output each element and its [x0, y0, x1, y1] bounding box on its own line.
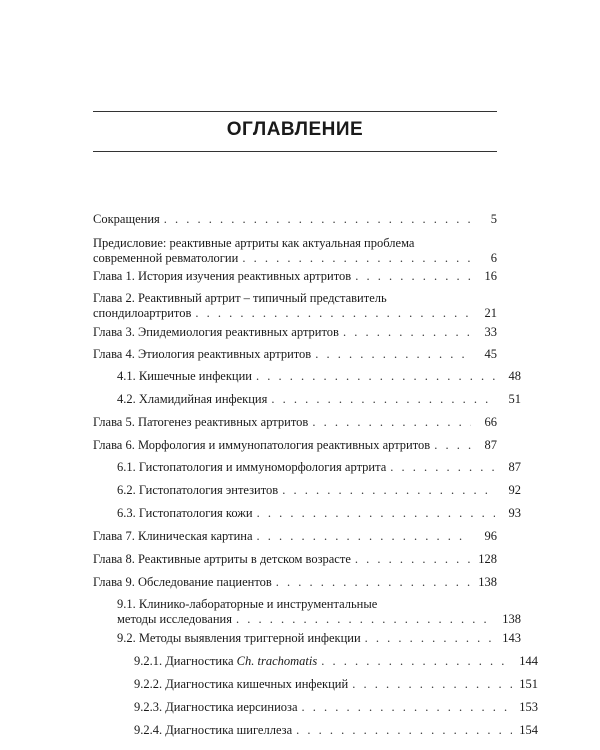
page-number: 151 — [519, 677, 538, 691]
page-number: 6 — [490, 251, 497, 265]
toc-entry-preface[interactable]: Предисловие: реактивные артриты как актуальная проблема современной ревматологии . . . 6 — [93, 236, 497, 266]
page-number: 33 — [484, 325, 497, 339]
page-number: 48 — [508, 369, 521, 383]
page-number: 138 — [502, 612, 521, 626]
toc-entry-6-2[interactable]: 6.2. Гистопатология энтезитов . . . 92 — [93, 483, 521, 498]
page-number: 87 — [508, 460, 521, 474]
page-number: 16 — [484, 269, 497, 283]
toc-entry-9-2-3[interactable]: 9.2.3. Диагностика иерсиниоза . . . 153 — [93, 700, 538, 715]
toc-entry-chapter-1[interactable]: Глава 1. История изучения реактивных артритов . . . 16 — [93, 269, 497, 284]
toc-entry-9-1[interactable]: 9.1. Клинико-лабораторные и инструментальные методы исследования . . . 138 — [93, 597, 521, 627]
top-rule — [93, 111, 497, 112]
page-number: 5 — [490, 212, 497, 226]
page-title: ОГЛАВЛЕНИЕ — [226, 119, 364, 140]
toc-entry-9-2[interactable]: 9.2. Методы выявления триггерной инфекции . . . 143 — [93, 631, 521, 646]
page-number: 66 — [484, 415, 497, 429]
page-number: 138 — [478, 575, 497, 589]
toc-entry-chapter-7[interactable]: Глава 7. Клиническая картина . . . 96 — [93, 529, 497, 544]
toc-entry-4-2[interactable]: 4.2. Хламидийная инфекция . . . 51 — [93, 392, 521, 407]
page-number: 128 — [478, 552, 497, 566]
toc-entry-chapter-2[interactable]: Глава 2. Реактивный артрит – типичный представитель спондилоартритов . . . 21 — [93, 291, 497, 321]
toc-entry-chapter-8[interactable]: Глава 8. Реактивные артриты в детском возрасте . . . 128 — [93, 552, 497, 567]
toc-entry-6-3[interactable]: 6.3. Гистопатология кожи . . . 93 — [93, 506, 521, 521]
toc-entry-chapter-3[interactable]: Глава 3. Эпидемиология реактивных артритов . . . 33 — [93, 325, 497, 340]
toc-entry-6-1[interactable]: 6.1. Гистопатология и иммуноморфология артрита . . . 87 — [93, 460, 521, 475]
toc-entry-9-2-1[interactable]: 9.2.1. Диагностика Ch. trachomatis . . . 144 — [93, 654, 538, 669]
page-number: 93 — [508, 506, 521, 520]
page-number: 45 — [484, 347, 497, 361]
toc-entry-chapter-5[interactable]: Глава 5. Патогенез реактивных артритов . . . 66 — [93, 415, 497, 430]
toc-entry-9-2-4[interactable]: 9.2.4. Диагностика шигеллеза . . . 154 — [93, 723, 538, 738]
toc-entry-chapter-6[interactable]: Глава 6. Морфология и иммунопатология реактивных артритов . . . 87 — [93, 438, 497, 453]
toc-entry-9-2-2[interactable]: 9.2.2. Диагностика кишечных инфекций . . . 151 — [93, 677, 538, 692]
page-number: 96 — [484, 529, 497, 543]
bottom-rule — [93, 151, 497, 152]
toc-entry-chapter-9[interactable]: Глава 9. Обследование пациентов . . . 138 — [93, 575, 497, 590]
toc-entry-4-1[interactable]: 4.1. Кишечные инфекции . . . 48 — [93, 369, 521, 384]
page-number: 144 — [519, 654, 538, 668]
toc-entry-abbreviations[interactable]: Сокращения . . . 5 — [93, 212, 497, 227]
page-number: 153 — [519, 700, 538, 714]
page-number: 92 — [508, 483, 521, 497]
page-number: 143 — [502, 631, 521, 645]
toc-entry-chapter-4[interactable]: Глава 4. Этиология реактивных артритов . . . 45 — [93, 347, 497, 362]
page-number: 87 — [484, 438, 497, 452]
page-number: 21 — [484, 306, 497, 320]
page-number: 51 — [508, 392, 521, 406]
page-number: 154 — [519, 723, 538, 737]
